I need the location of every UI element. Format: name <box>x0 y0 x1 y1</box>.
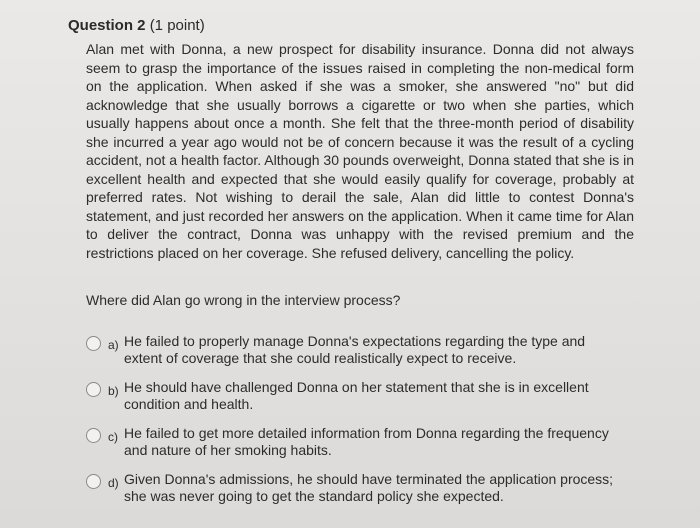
option-a[interactable] <box>86 333 626 379</box>
option-a-letter: a) <box>108 338 119 352</box>
option-d[interactable] <box>86 471 626 517</box>
option-c-text: He failed to get more detailed information from Donna regarding the frequency and nature of her smoking habits. <box>124 425 609 458</box>
question-prompt: Where did Alan go wrong in the interview process? <box>86 292 401 308</box>
option-a-text: He failed to properly manage Donna's expectations regarding the type and extent of coverage that she could realistically expect to receive. <box>124 333 586 366</box>
answer-options <box>86 333 626 517</box>
radio-button-b[interactable] <box>86 382 101 397</box>
option-c-letter: c) <box>108 430 118 444</box>
question-body: Alan met with Donna, a new prospect for disability insurance. Donna did not always seem to grasp the importance of the issues raised in completing the non-medical form on the application. When asked if she was a smoker, she answered "no" but did acknowledge that she usually borrows a cigarette or two when she parties, which usually happens about once a month. She felt that the three-month period of disability she incurred a year ago would not be of concern because it was the result of a cycling accident, not a health factor. Although 30 pounds overweight, Donna stated that she is in excellent health and expected that she would easily qualify for coverage, probably at preferred rates. Not wishing to derail the sale, Alan did little to contest Donna's statement, and just recorded her answers on the application. When it came time for Alan to deliver the contract, Donna was unhappy with the revised premium and the restrictions placed on her coverage. She refused delivery, cancelling the policy. <box>86 41 634 261</box>
option-b-letter: b) <box>108 384 119 398</box>
option-d-text: Given Donna's admissions, he should have terminated the application process; she was never going to get the standard policy she expected. <box>124 471 614 504</box>
option-b[interactable] <box>86 379 626 425</box>
option-c[interactable] <box>86 425 626 471</box>
radio-button-c[interactable] <box>86 428 101 443</box>
question-points: (1 point) <box>149 17 205 34</box>
option-b-text: He should have challenged Donna on her statement that she is in excellent condition and health. <box>124 379 589 412</box>
radio-button-d[interactable] <box>86 474 101 489</box>
radio-button-a[interactable] <box>86 336 101 351</box>
question-title <box>68 17 205 34</box>
option-d-letter: d) <box>108 476 119 490</box>
question-number: Question 2 <box>68 17 146 34</box>
